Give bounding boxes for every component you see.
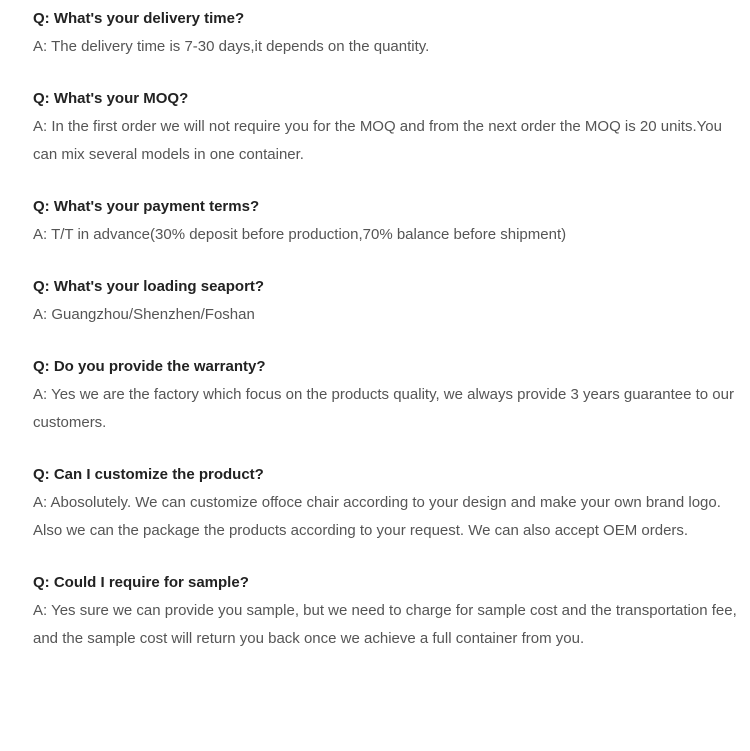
faq-answer: A: Yes we are the factory which focus on the products quality, we always provide 3 years guarantee to our customers. <box>33 386 734 431</box>
faq-item-sample <box>33 573 738 653</box>
faq-item-payment-terms <box>33 197 738 249</box>
faq-answer: A: In the first order we will not require you for the MOQ and from the next order the MOQ is 20 units.You can mix several models in one container. <box>33 118 722 163</box>
faq-answer: A: Guangzhou/Shenzhen/Foshan <box>33 306 255 323</box>
faq-item-loading-seaport <box>33 277 738 329</box>
faq-question: Q: What's your MOQ? <box>33 90 189 107</box>
faq-answer: A: The delivery time is 7-30 days,it depends on the quantity. <box>33 38 430 55</box>
faq-question: Q: Can I customize the product? <box>33 466 264 483</box>
faq-question: Q: Do you provide the warranty? <box>33 358 266 375</box>
faq-question: Q: What's your delivery time? <box>33 10 245 27</box>
faq-answer: A: Yes sure we can provide you sample, but we need to charge for sample cost and the transportation fee, and the sample cost will return you back once we achieve a full container from you. <box>33 602 737 647</box>
faq-question: Q: Could I require for sample? <box>33 574 249 591</box>
faq-item-moq <box>33 89 738 169</box>
faq-answer: A: T/T in advance(30% deposit before production,70% balance before shipment) <box>33 226 567 243</box>
faq-question: Q: What's your payment terms? <box>33 198 260 215</box>
faq-item-customize <box>33 465 738 545</box>
faq-item-warranty <box>33 357 738 437</box>
faq-answer: A: Abosolutely. We can customize offoce chair according to your design and make your own brand logo. Also we can the package the products according to your request. We can also accept OEM orders. <box>33 494 721 539</box>
faq-item-delivery-time <box>33 9 738 61</box>
faq-question: Q: What's your loading seaport? <box>33 278 265 295</box>
